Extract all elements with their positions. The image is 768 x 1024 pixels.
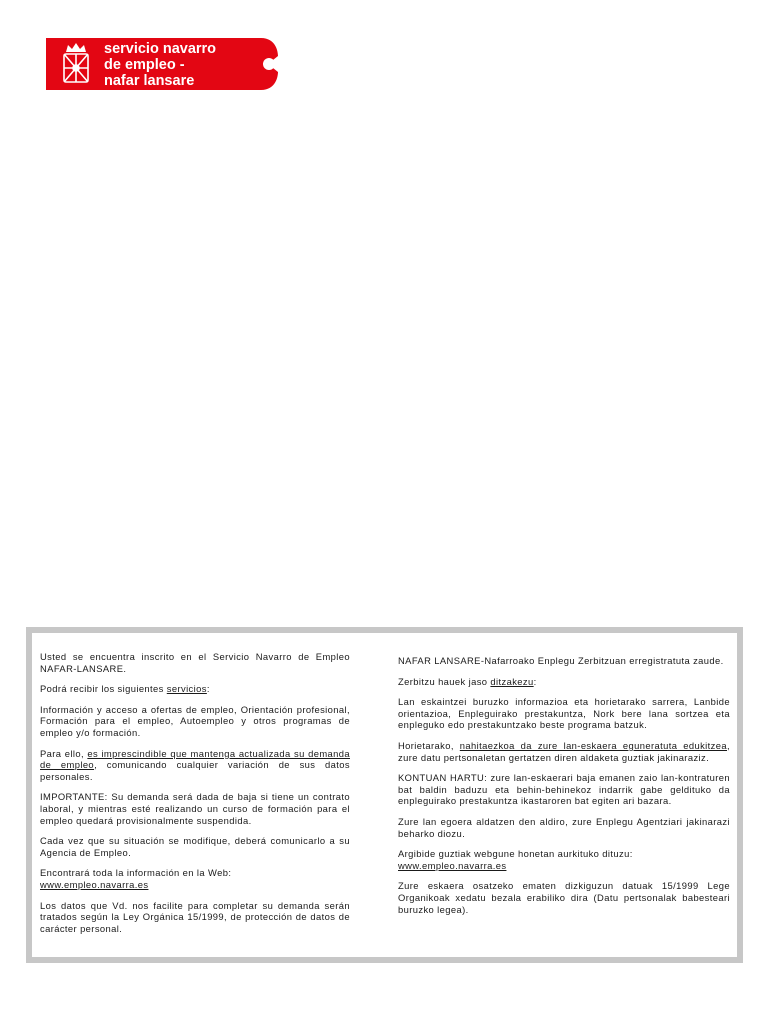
es-paragraph-privacy: Los datos que Vd. nos facilite para completar su demanda serán tratados según la Ley Orgánica 15/1999, de protección de datos de carácter personal. (40, 899, 350, 934)
eu-paragraph-services: Zerbitzu hauek jaso ditzakezu: (398, 675, 537, 687)
eu-paragraph-web: Argibide guztiak webgune honetan aurkituko dituzu: www.empleo.navarra.es (398, 848, 633, 871)
eu-paragraph-registered: NAFAR LANSARE-Nafarroako Enplegu Zerbitzuan erregistratuta zaude. (398, 655, 724, 666)
info-panel (26, 627, 743, 963)
es-paragraph-important: IMPORTANTE: Su demanda será dada de baja si tiene un contrato laboral, y mientras esté realizando un curso de formación para el empleo quedará provisionalmente suspendida. (40, 791, 350, 826)
es-website-link[interactable]: www.empleo.navarra.es (40, 878, 149, 890)
logo (46, 38, 278, 90)
eu-website-link[interactable]: www.empleo.navarra.es (398, 859, 507, 871)
logo-line2: de empleo - (104, 57, 185, 73)
es-services-link[interactable]: servicios (166, 683, 207, 695)
eu-paragraph-notify: Zure lan egoera aldatzen den aldiro, zure Enplegu Agentziari jakinarazi beharko diozu. (398, 815, 730, 839)
logo-graphic (46, 38, 278, 90)
eu-paragraph-important: KONTUAN HARTU: zure lan-eskaerari baja emanen zaio lan-kontraturen bat baldin baduzu eta behin-behinekoz indarrik gabe geldituko da enpleguirako prestakuntza ikastaroren bat egiten ari bazara. (398, 772, 730, 807)
eu-paragraph-update: Horietarako, nahitaezkoa da zure lan-eskaera eguneratuta edukitzea, zure datu pertsonaletan gertatzen diren aldaketa guztiak jakinaraziz. (398, 739, 731, 763)
es-paragraph-web: Encontrará toda la información en la Web: www.empleo.navarra.es (40, 867, 232, 890)
spanish-column (40, 651, 350, 943)
es-paragraph-services-list: Información y acceso a ofertas de empleo, Orientación profesional, Formación para el empleo, Autoempleo y otros programas de empleo y/o formación. (40, 703, 350, 738)
eu-paragraph-services-list: Lan eskaintzei buruzko informazioa eta horietarako sarrera, Lanbide orientazioa, Enpleguirako prestakuntza, Nork bere lana sortzea eta enpleguko edo prestakuntzako beste programa batzuk. (398, 696, 730, 731)
basque-column (398, 655, 730, 924)
navarra-shield-icon (64, 54, 88, 82)
eu-services-link[interactable]: ditzakezu (490, 675, 534, 687)
es-paragraph-services: Podrá recibir los siguientes servicios: (40, 683, 210, 695)
eu-paragraph-privacy: Zure eskaera osatzeko ematen dizkiguzun datuak 15/1999 Lege Organikoak xedatu bezala erabiliko dira (Datu pertsonalak babesteari buruzko legea). (398, 880, 730, 915)
es-paragraph-notify: Cada vez que su situación se modifique, deberá comunicarlo a su Agencia de Empleo. (40, 835, 350, 858)
logo-line3: nafar lansare (104, 73, 195, 89)
logo-line1: servicio navarro (104, 41, 217, 57)
es-paragraph-registered: Usted se encuentra inscrito en el Servicio Navarro de Empleo NAFAR-LANSARE. (40, 651, 350, 674)
es-paragraph-update: Para ello, es imprescindible que mantenga actualizada su demanda de empleo, comunicando cualquier variación de sus datos personales. (40, 747, 350, 782)
